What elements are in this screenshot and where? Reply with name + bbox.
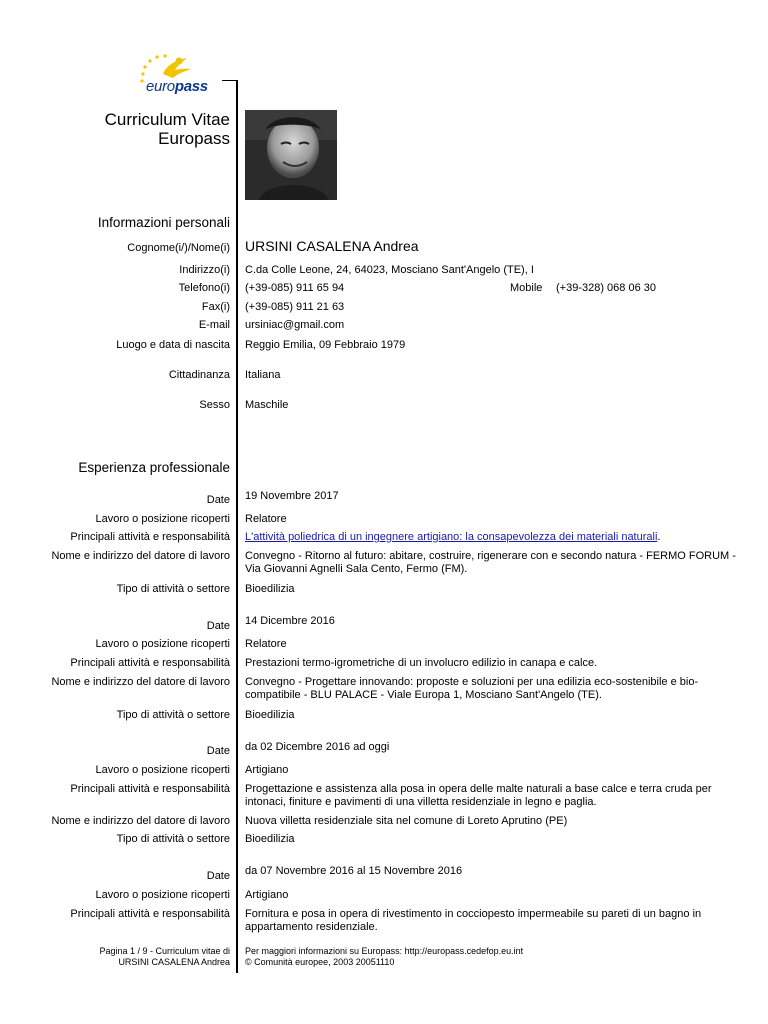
activities-label: Principali attività e responsabilità <box>70 783 230 795</box>
footer-europass-info: Per maggiori informazioni su Europass: http://europass.cedefop.eu.int © Comunità europee, 2003 20051110 <box>245 946 524 967</box>
entry-activities: Fornitura e posa in opera di rivestimento in cocciopesto impermeabile su pareti di un bagno in appartamento residenziale. <box>245 908 702 933</box>
entry-date: da 02 Dicembre 2016 ad oggi <box>245 741 390 753</box>
employer-label: Nome e indirizzo del datore di lavoro <box>51 815 230 827</box>
employer-label: Nome e indirizzo del datore di lavoro <box>51 550 230 562</box>
activities-link[interactable]: L'attività poliedrica di un ingegnere artigiano: la consapevolezza dei materiali naturali <box>245 531 658 543</box>
birth-value: Reggio Emilia, 09 Febbraio 1979 <box>245 339 406 351</box>
mobile-value: (+39-328) 068 06 30 <box>556 282 656 294</box>
entry-activities: Prestazioni termo-igrometriche di un involucro edilizio in canapa e calce. <box>245 657 598 669</box>
date-label: Date <box>206 870 230 882</box>
entry-date: 19 Novembre 2017 <box>245 490 339 502</box>
full-name: URSINI CASALENA Andrea <box>245 238 419 254</box>
section-experience-heading: Esperienza professionale <box>78 460 230 475</box>
sex-value: Maschile <box>245 399 289 411</box>
activities-label: Principali attività e responsabilità <box>70 531 230 543</box>
position-label: Lavoro o posizione ricoperti <box>95 889 230 901</box>
europass-wordmark: europass <box>146 78 208 95</box>
entry-sector: Bioedilizia <box>245 833 295 845</box>
entry-position: Artigiano <box>245 889 289 901</box>
entry-position: Relatore <box>245 638 287 650</box>
employer-label: Nome e indirizzo del datore di lavoro <box>51 676 230 688</box>
footer-page-info: Pagina 1 / 9 - Curriculum vitae di URSINI CASALENA Andrea <box>99 946 230 967</box>
email-value[interactable]: ursiniac@gmail.com <box>245 319 345 331</box>
mobile-label: Mobile <box>510 282 543 294</box>
fax-label: Fax(i) <box>201 301 230 313</box>
entry-activities: L'attività poliedrica di un ingegnere artigiano: la consapevolezza dei materiali naturali. <box>245 531 661 543</box>
date-label: Date <box>206 620 230 632</box>
email-label: E-mail <box>198 319 230 331</box>
position-label: Lavoro o posizione ricoperti <box>95 638 230 650</box>
entry-sector: Bioedilizia <box>245 709 295 721</box>
entry-position: Relatore <box>245 513 287 525</box>
entry-position: Artigiano <box>245 764 289 776</box>
entry-sector: Bioedilizia <box>245 583 295 595</box>
fax-value: (+39-085) 911 21 63 <box>245 301 345 313</box>
profile-photo <box>245 110 337 200</box>
sector-label: Tipo di attività o settore <box>116 709 230 721</box>
date-label: Date <box>206 745 230 757</box>
entry-activities: Progettazione e assistenza alla posa in opera delle malte naturali a base calce e terra cruda per intonaci, finiture e pavimenti di una villetta residenziale in legno e paglia. <box>245 783 712 808</box>
position-label: Lavoro o posizione ricoperti <box>95 764 230 776</box>
date-label: Date <box>206 494 230 506</box>
phone-label: Telefono(i) <box>178 282 230 294</box>
sex-label: Sesso <box>199 399 230 411</box>
address-value: C.da Colle Leone, 24, 64023, Mosciano Sant'Angelo (TE), I <box>245 264 534 276</box>
entry-employer: Convegno - Ritorno al futuro: abitare, costruire, rigenerare con e secondo natura - FERMO FORUM - Via Giovanni Agnelli Sala Cento, Fermo (FM). <box>245 550 736 575</box>
birth-label: Luogo e data di nascita <box>116 339 230 351</box>
cv-title: Curriculum Vitae Europass <box>104 110 230 148</box>
column-divider <box>236 80 238 973</box>
sector-label: Tipo di attività o settore <box>116 833 230 845</box>
citizenship-label: Cittadinanza <box>168 369 230 381</box>
section-personal-heading: Informazioni personali <box>97 215 230 230</box>
name-label: Cognome(i/)/Nome(i) <box>127 242 230 254</box>
activities-label: Principali attività e responsabilità <box>70 908 230 920</box>
address-label: Indirizzo(i) <box>179 264 230 276</box>
entry-date: da 07 Novembre 2016 al 15 Novembre 2016 <box>245 865 463 877</box>
entry-date: 14 Dicembre 2016 <box>245 615 335 627</box>
citizenship-value: Italiana <box>245 369 281 381</box>
entry-employer: Convegno - Progettare innovando: proposte e soluzioni per una edilizia eco-sostenibile e bio- compatibile - BLU PALACE - Viale Europa 1, Mosciano Sant'Angelo (TE). <box>245 676 699 701</box>
activities-label: Principali attività e responsabilità <box>70 657 230 669</box>
sector-label: Tipo di attività o settore <box>116 583 230 595</box>
phone-value: (+39-085) 911 65 94 <box>245 282 345 294</box>
position-label: Lavoro o posizione ricoperti <box>95 513 230 525</box>
entry-employer: Nuova villetta residenziale sita nel comune di Loreto Aprutino (PE) <box>245 815 568 827</box>
